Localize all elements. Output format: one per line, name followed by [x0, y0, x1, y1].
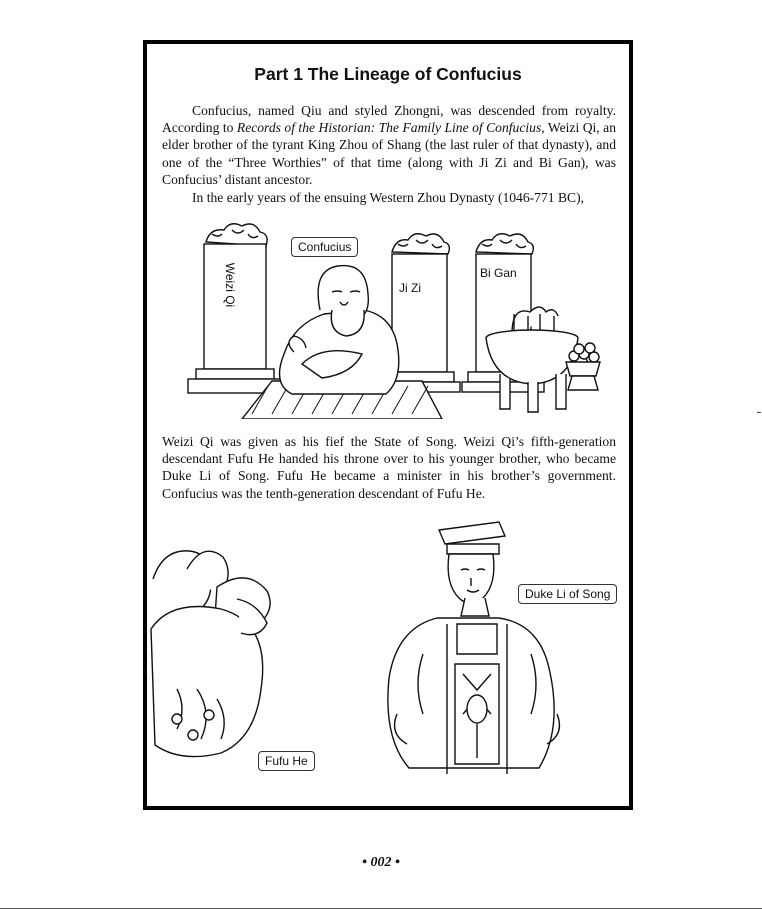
label-ji-zi: Ji Zi: [399, 281, 421, 295]
paragraph-song: [162, 433, 616, 502]
page-frame: [143, 40, 633, 810]
paragraph-zhou-text: In the early years of the ensuing Western Zhou Dynasty (1046-771 BC),: [192, 190, 585, 205]
paragraph-zhou: [162, 189, 616, 206]
label-duke-li: Duke Li of Song: [518, 584, 617, 604]
paragraph-intro-text-b: , Weizi Qi, an elder brother of the tyrant King Zhou of Shang (the last ruler of that dynasty), and one of the “Three Worthies” of that time (along with Ji Zi and Bi Gan), was Confucius’ distant ancestor.: [162, 120, 617, 187]
stele-weizi-qi: [188, 224, 282, 393]
paragraph-intro-text-a: Confucius, named Qiu and styled Zhongni, was descended from royalty. According to: [162, 103, 616, 136]
paragraph-intro: [162, 102, 616, 188]
label-fufu-he: Fufu He: [258, 751, 315, 771]
margin-tick: [757, 412, 761, 413]
label-bi-gan: Bi Gan: [480, 266, 517, 280]
illustration-fufu-he: [147, 539, 297, 769]
label-weizi-qi: Weizi Qi: [223, 262, 238, 308]
illustration-duke-li: [377, 514, 567, 784]
page-number: • 002 •: [362, 855, 400, 870]
illustration-ancestors: [182, 214, 602, 419]
bottom-rule: [0, 908, 762, 909]
label-confucius: Confucius: [291, 237, 358, 257]
paragraph-song-text: Weizi Qi was given as his fief the State of Song. Weizi Qi’s fifth-generation descendant Fufu He handed his throne over to his younger brother, who became Duke Li of Song. Fufu He became a minister in his brother’s government. Confucius was the tenth-generation descendant of Fufu He.: [162, 434, 616, 501]
book-title: Records of the Historian: The Family Line of Confucius: [236, 120, 542, 136]
page-title: Part 1 The Lineage of Confucius: [254, 64, 522, 84]
